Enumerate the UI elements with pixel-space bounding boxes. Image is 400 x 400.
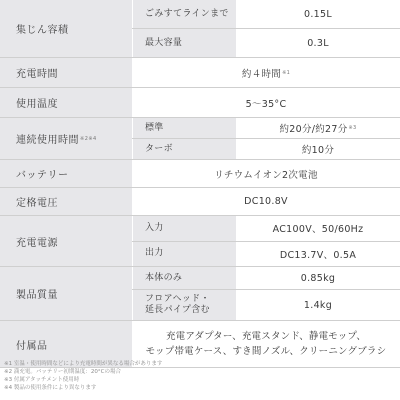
row-label [0,58,132,87]
continuous-use-label: 連続使用時間 [16,135,79,146]
row-rated-voltage [0,188,400,216]
full-value [132,58,400,87]
row-content [132,58,400,87]
sub-label-line: フロアヘッド・ [145,294,210,304]
footnote-mark: ※3 [348,125,357,131]
footnote-mark: ※2※4 [80,135,97,142]
row-battery [0,160,400,188]
sub-value [236,118,400,138]
rated-voltage-label: 定格電圧 [16,198,58,209]
sub-label: 入力 [132,216,236,241]
sub-label: 出力 [132,242,236,267]
accessories-line: モップ帯電ケース、すき間ノズル、クリーニングブラシ [145,346,387,357]
sub-row [132,216,400,241]
row-label [0,267,132,320]
temperature-label: 使用温度 [16,99,58,110]
row-label [0,188,132,215]
sub-label: ターボ [132,139,236,159]
row-content [132,160,400,187]
sub-row [132,289,400,320]
sub-value: 1.4kg [303,299,333,311]
row-content [132,216,400,266]
footnote: ※1 室温・使用時間などにより充電時間が異なる場合があります [4,361,163,367]
sub-row [132,241,400,267]
sub-value: DC13.7V、0.5A [279,249,357,261]
sub-label: 本体のみ [132,267,236,289]
sub-row [132,0,400,28]
sub-value: 約10分 [301,145,335,156]
dust-capacity-label: 集じん容積 [16,25,69,36]
sub-value: 0.85kg [300,272,336,284]
row-label [0,118,132,159]
sub-label: 標準 [132,118,236,138]
sub-row [132,267,400,289]
battery-value: リチウムイオン2次電池 [214,169,318,181]
row-label [0,0,132,57]
row-charger-power [0,216,400,267]
footnote: ※4 製品の使用条件により異なります [4,385,97,391]
row-content [132,88,400,117]
row-charge-time [0,58,400,88]
row-label [0,160,132,187]
sub-label [132,290,236,320]
accessories-label: 付属品 [16,340,48,352]
charger-power-label: 充電電源 [16,237,58,249]
sub-label: 最大容量 [132,29,236,57]
sub-row [132,118,400,138]
row-content [132,267,400,320]
footnote: ※2 満充電。バッテリー初期温度：20°Cの場合 [4,369,121,375]
sub-label: ごみすてラインまで [132,0,236,28]
charge-time-value: 約４時間 [241,68,282,80]
product-mass-label: 製品質量 [16,290,58,301]
battery-label: バッテリー [16,170,69,181]
row-continuous-use [0,118,400,160]
footnotes [4,360,396,392]
row-label [0,216,132,266]
row-product-mass [0,267,400,321]
sub-row [132,138,400,159]
sub-value: 0.3L [307,37,329,49]
rated-voltage-value: DC10.8V [244,196,288,207]
footnote-mark: ※1 [282,69,291,76]
row-label [0,88,132,117]
sub-value: 0.15L [304,8,332,20]
sub-label-line: 延長パイプ含む [145,305,210,315]
row-content [132,118,400,159]
charge-time-label: 充電時間 [16,69,58,80]
sub-row [132,28,400,57]
row-temperature [0,88,400,118]
accessories-line: 充電アダプター、充電スタンド、静電モップ、 [165,331,367,342]
sub-value: AC100V、50/60Hz [272,224,364,236]
row-dust-capacity [0,0,400,58]
row-content [132,0,400,57]
row-content [132,188,400,215]
standard-time-value: 約20分/約27分 [279,124,348,135]
temperature-value: 5〜35°C [245,98,287,110]
footnote: ※3 付属アタッチメント使用時 [4,377,80,383]
